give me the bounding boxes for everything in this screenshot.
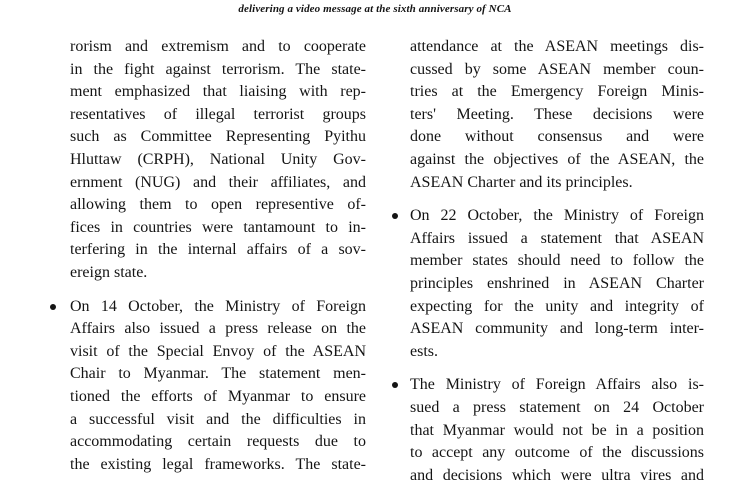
text-line: against the objectives of the ASEAN, the (410, 150, 704, 168)
text-line: that Myanmar would not be in a position (410, 421, 704, 439)
text-line: rorism and extremism and to cooperate (70, 38, 366, 55)
left-continuation-paragraph (36, 36, 366, 285)
text-line: tries at the Emergency Foreign Minis- (410, 83, 704, 101)
photo-caption: delivering a video message at the sixth anniversary of NCA (238, 3, 512, 15)
text-line: done without consensus and were (410, 128, 704, 146)
bullet-item-22-october (392, 205, 704, 363)
bullet-point-icon (392, 213, 398, 219)
paragraph-text (410, 36, 704, 194)
bullet-item-24-october (392, 374, 704, 487)
text-line: tioned the efforts of Myanmar to ensure (70, 387, 366, 405)
paragraph-text (70, 36, 366, 285)
text-line: sued a press statement on 24 October (410, 398, 704, 416)
text-line: ereign state. (70, 263, 148, 281)
text-line: fices in countries were tantamount to in- (70, 218, 366, 236)
text-line: attendance at the ASEAN meetings dis- (410, 38, 704, 55)
right-column (392, 36, 704, 487)
text-line: On 14 October, the Ministry of Foreign (70, 297, 366, 315)
text-line: accommodating certain requests due to (70, 433, 366, 451)
text-line: On 22 October, the Ministry of Foreign (410, 207, 704, 225)
text-line: ests. (410, 342, 438, 360)
text-line: principles enshrined in ASEAN Charter (410, 274, 704, 292)
text-line: ters' Meeting. These decisions were (410, 105, 704, 123)
paragraph-text (410, 374, 704, 487)
right-continuation-paragraph (392, 36, 704, 194)
text-line: Hluttaw (CRPH), National Unity Gov- (70, 150, 366, 168)
text-line: ment emphasized that liaising with rep- (70, 83, 366, 101)
text-line: ASEAN community and long-term inter- (410, 320, 704, 338)
text-line: a successful visit and the difficulties in (70, 410, 366, 428)
text-line: resentatives of illegal terrorist groups (70, 105, 366, 123)
bullet-point-icon (392, 382, 398, 388)
bullet-item-14-october (36, 296, 366, 477)
paragraph-text (70, 296, 366, 477)
text-line: Chair to Myanmar. The statement men- (70, 365, 366, 383)
text-line: visit of the Special Envoy of the ASEAN (70, 342, 366, 360)
text-line: ernment (NUG) and their affiliates, and (70, 173, 366, 191)
text-line: the existing legal frameworks. The state- (70, 455, 366, 473)
text-line: cussed by some ASEAN member coun- (410, 60, 704, 78)
text-line: ASEAN Charter and its principles. (410, 173, 633, 191)
text-line: The Ministry of Foreign Affairs also is- (410, 376, 704, 394)
bullet-point-icon (50, 304, 56, 310)
text-line: and decisions which were ultra vires and (410, 466, 704, 484)
text-line: Affairs also issued a press release on the (70, 320, 366, 338)
text-line: allowing them to open representive of- (70, 196, 366, 214)
paragraph-text (410, 205, 704, 363)
text-line: expecting for the unity and integrity of (410, 297, 704, 315)
text-line: in the fight against terrorism. The state- (70, 60, 366, 78)
text-line: terfering in the internal affairs of a sov- (70, 241, 366, 259)
left-column (36, 36, 366, 476)
text-line: such as Committee Representing Pyithu (70, 128, 366, 146)
text-line: to accept any outcome of the discussions (410, 444, 704, 462)
text-line: member states should need to follow the (410, 252, 704, 270)
text-line: Affairs issued a statement that ASEAN (410, 229, 704, 247)
